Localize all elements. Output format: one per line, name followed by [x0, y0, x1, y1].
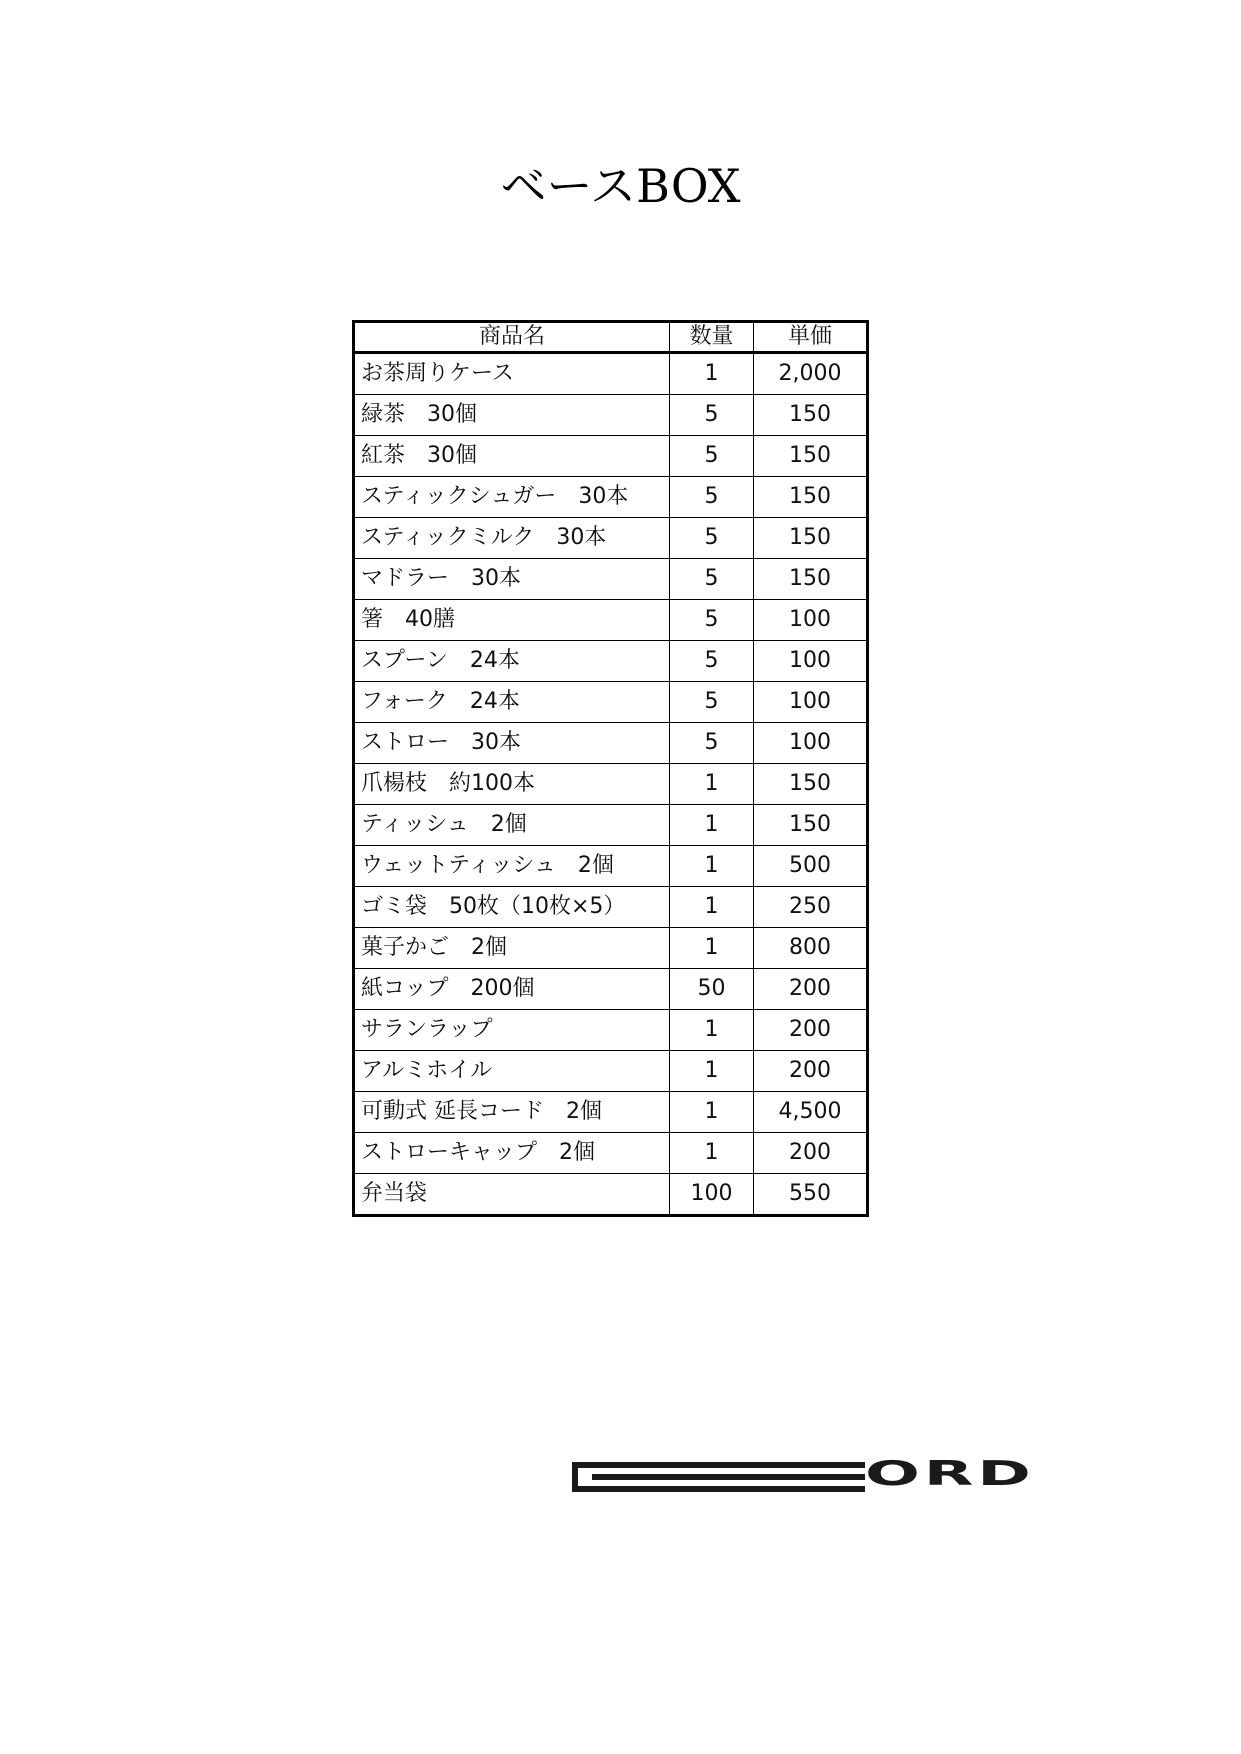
page-title: ベースBOX [500, 159, 741, 213]
brand-logo [572, 1454, 1080, 1494]
table-row [354, 928, 868, 969]
quantity-cell: 1 [670, 353, 754, 395]
table-row [354, 1174, 868, 1216]
table-header [354, 322, 868, 353]
item-name-cell: ウェットティッシュ 2個 [354, 846, 670, 887]
quantity-cell: 5 [670, 436, 754, 477]
header-item-name: 商品名 [354, 322, 670, 353]
quantity-cell: 5 [670, 395, 754, 436]
logo-bar-top [572, 1462, 865, 1468]
logo-text: ORD [865, 1454, 1035, 1494]
quantity-cell: 1 [670, 887, 754, 928]
unit-price-cell: 200 [754, 969, 868, 1010]
quantity-cell: 5 [670, 477, 754, 518]
header-unit-price: 単価 [754, 322, 868, 353]
quantity-cell: 1 [670, 928, 754, 969]
unit-price-cell: 2,000 [754, 353, 868, 395]
table-row [354, 641, 868, 682]
unit-price-cell: 200 [754, 1010, 868, 1051]
table-row [354, 600, 868, 641]
table-row [354, 805, 868, 846]
item-name-cell: スプーン 24本 [354, 641, 670, 682]
logo-bar-bottom [572, 1486, 865, 1492]
unit-price-cell: 100 [754, 723, 868, 764]
quantity-cell: 1 [670, 1010, 754, 1051]
unit-price-cell: 250 [754, 887, 868, 928]
header-quantity: 数量 [670, 322, 754, 353]
item-name-cell: 爪楊枝 約100本 [354, 764, 670, 805]
unit-price-cell: 100 [754, 682, 868, 723]
table-row [354, 969, 868, 1010]
item-name-cell: 紅茶 30個 [354, 436, 670, 477]
item-name-cell: フォーク 24本 [354, 682, 670, 723]
quantity-cell: 100 [670, 1174, 754, 1216]
table-row [354, 353, 868, 395]
item-name-cell: 緑茶 30個 [354, 395, 670, 436]
quantity-cell: 1 [670, 846, 754, 887]
unit-price-cell: 500 [754, 846, 868, 887]
table-row [354, 1092, 868, 1133]
item-name-cell: サランラップ [354, 1010, 670, 1051]
quantity-cell: 1 [670, 1092, 754, 1133]
unit-price-cell: 150 [754, 477, 868, 518]
table-row [354, 682, 868, 723]
quantity-cell: 50 [670, 969, 754, 1010]
unit-price-cell: 200 [754, 1051, 868, 1092]
table-row [354, 518, 868, 559]
item-name-cell: お茶周りケース [354, 353, 670, 395]
quantity-cell: 5 [670, 682, 754, 723]
item-name-cell: マドラー 30本 [354, 559, 670, 600]
table-row [354, 1010, 868, 1051]
table-header-row [354, 322, 868, 353]
item-name-cell: 箸 40膳 [354, 600, 670, 641]
table-row [354, 436, 868, 477]
unit-price-cell: 150 [754, 436, 868, 477]
unit-price-cell: 800 [754, 928, 868, 969]
quantity-cell: 1 [670, 764, 754, 805]
item-name-cell: アルミホイル [354, 1051, 670, 1092]
unit-price-cell: 100 [754, 641, 868, 682]
table-row [354, 395, 868, 436]
unit-price-cell: 150 [754, 805, 868, 846]
table-row [354, 1133, 868, 1174]
quantity-cell: 5 [670, 518, 754, 559]
item-name-cell: ストロー 30本 [354, 723, 670, 764]
table-body [354, 353, 868, 1216]
logo-bar-middle [592, 1474, 865, 1480]
quantity-cell: 5 [670, 641, 754, 682]
item-name-cell: 紙コップ 200個 [354, 969, 670, 1010]
item-name-cell: 菓子かご 2個 [354, 928, 670, 969]
item-name-cell: 弁当袋 [354, 1174, 670, 1216]
table-row [354, 764, 868, 805]
unit-price-cell: 150 [754, 559, 868, 600]
item-name-cell: 可動式 延長コード 2個 [354, 1092, 670, 1133]
table-row [354, 846, 868, 887]
item-name-cell: スティックミルク 30本 [354, 518, 670, 559]
item-name-cell: ティッシュ 2個 [354, 805, 670, 846]
quantity-cell: 1 [670, 1133, 754, 1174]
unit-price-cell: 4,500 [754, 1092, 868, 1133]
table-row [354, 477, 868, 518]
unit-price-cell: 150 [754, 395, 868, 436]
quantity-cell: 1 [670, 805, 754, 846]
quantity-cell: 5 [670, 559, 754, 600]
table-row [354, 723, 868, 764]
unit-price-cell: 100 [754, 600, 868, 641]
unit-price-cell: 150 [754, 518, 868, 559]
unit-price-cell: 150 [754, 764, 868, 805]
quantity-cell: 1 [670, 1051, 754, 1092]
table-row [354, 559, 868, 600]
item-name-cell: ゴミ袋 50枚（10枚×5） [354, 887, 670, 928]
table-row [354, 887, 868, 928]
item-name-cell: ストローキャップ 2個 [354, 1133, 670, 1174]
unit-price-cell: 200 [754, 1133, 868, 1174]
item-table [352, 320, 869, 1217]
item-name-cell: スティックシュガー 30本 [354, 477, 670, 518]
unit-price-cell: 550 [754, 1174, 868, 1216]
quantity-cell: 5 [670, 723, 754, 764]
quantity-cell: 5 [670, 600, 754, 641]
table-row [354, 1051, 868, 1092]
